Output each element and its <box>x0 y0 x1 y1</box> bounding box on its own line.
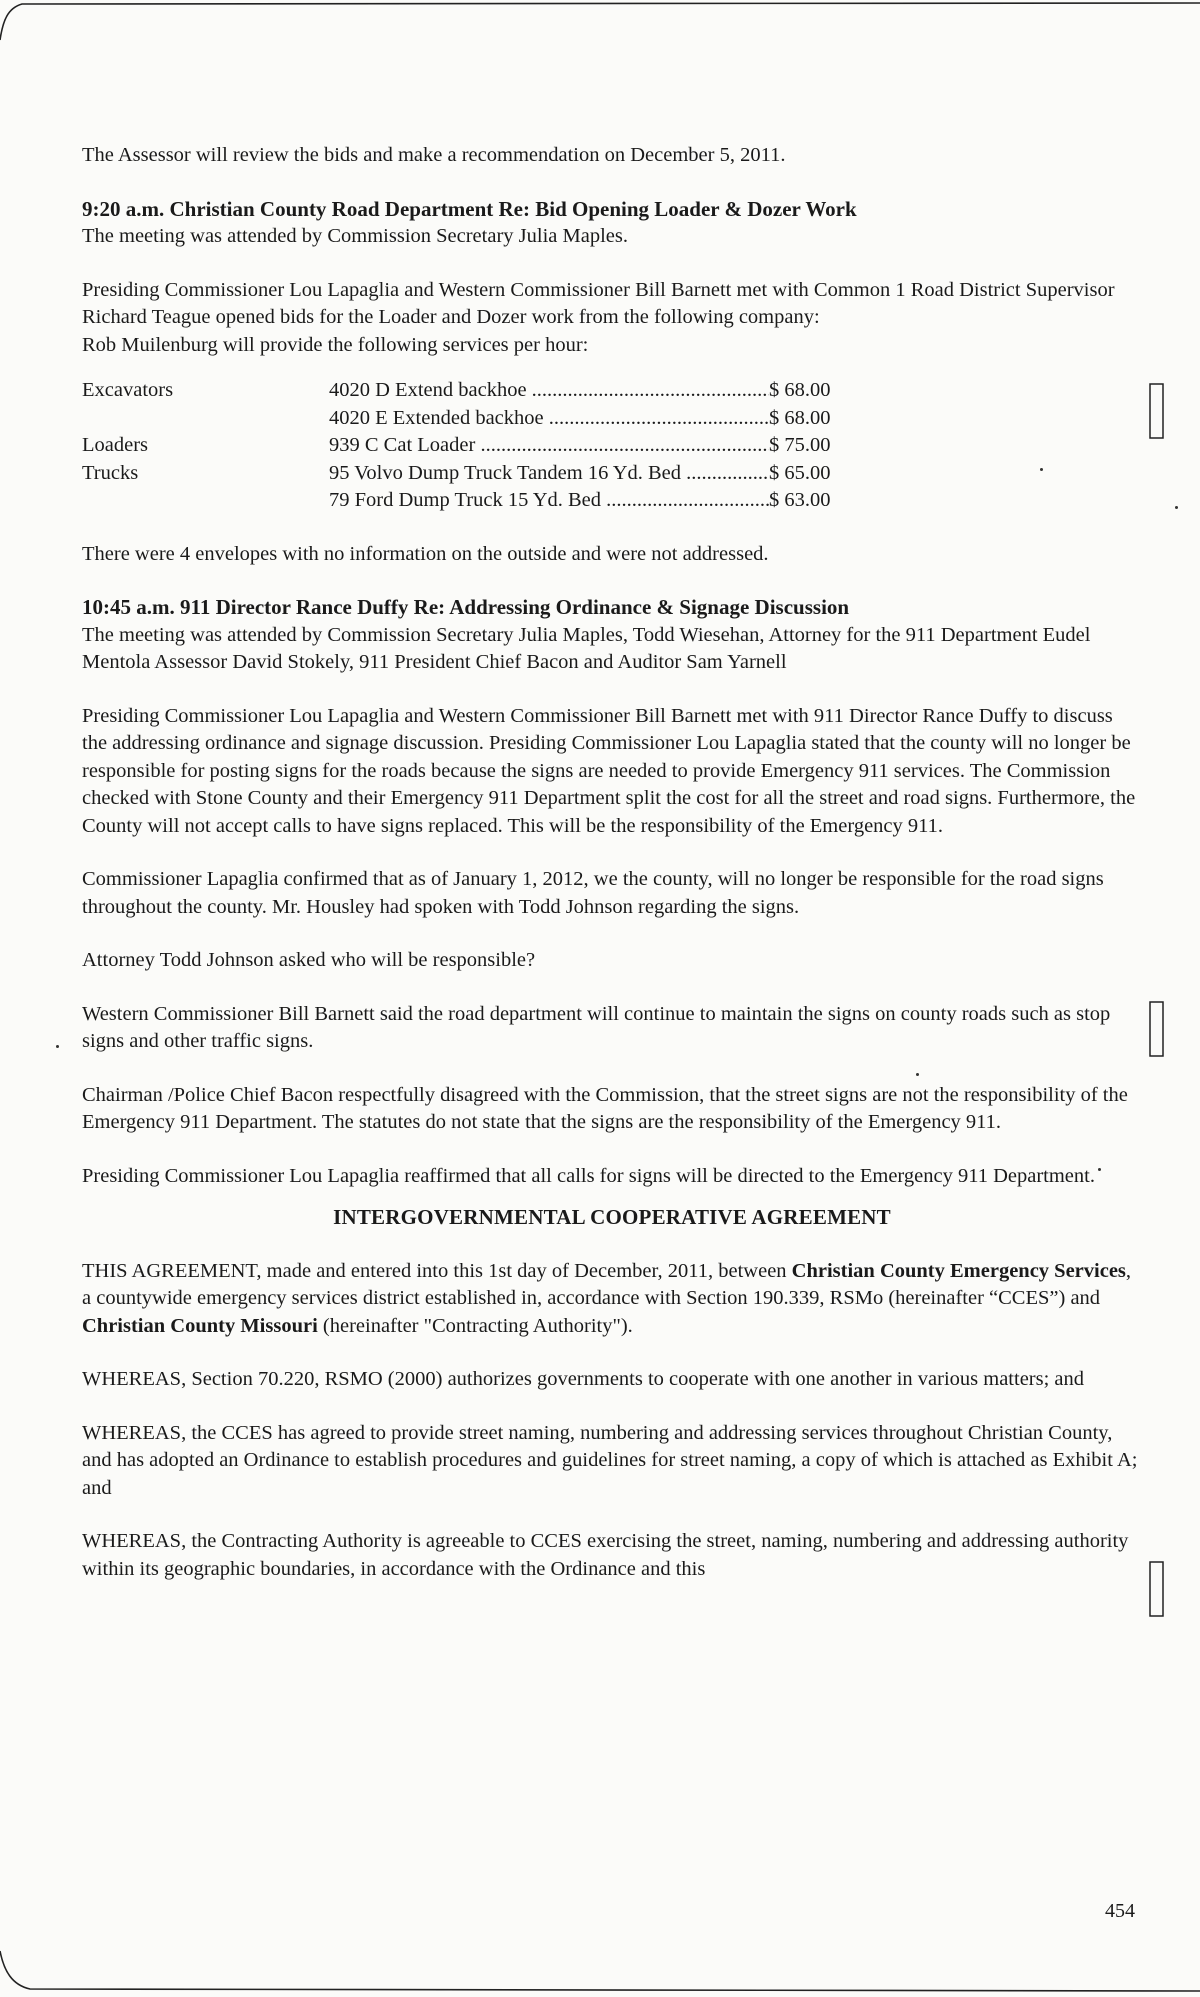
scan-speck <box>916 1073 919 1076</box>
whereas-paragraph: WHEREAS, the Contracting Authority is agreeable to CCES exercising the street, naming, numbering and addressing authority within its geographic boundaries, in accordance with the Ordinance and this <box>82 1530 1129 1580</box>
intro-paragraph: The Assessor will review the bids and make a recommendation on December 5, 2011. <box>82 144 786 166</box>
provider-line: Rob Muilenburg will provide the following services per hour: <box>82 333 589 356</box>
discussion-paragraph: Presiding Commissioner Lou Lapaglia reaffirmed that all calls for signs will be directed to the Emergency 911 Department. <box>82 1164 1095 1187</box>
agreement-title: INTERGOVERNMENTAL COOPERATIVE AGREEMENT <box>333 1205 891 1229</box>
scan-speck <box>1098 1168 1101 1171</box>
service-price: $ 65.00 <box>769 461 831 484</box>
scan-border-top <box>0 0 1200 60</box>
table-row <box>82 487 831 515</box>
whereas-paragraph: WHEREAS, Section 70.220, RSMO (2000) authorizes governments to cooperate with one another in various matters; and <box>82 1368 1085 1390</box>
scan-speck <box>56 1045 59 1048</box>
service-category <box>82 405 329 433</box>
service-category: Excavators <box>82 379 174 401</box>
section-heading-911-director: 10:45 a.m. 911 Director Rance Duffy Re: Addressing Ordinance & Signage Discussion <box>82 595 850 619</box>
margin-bracket-mark <box>1147 1560 1165 1618</box>
discussion-paragraph: Western Commissioner Bill Barnett said the road department will continue to maintain the signs on county roads such as stop signs and other traffic signs. <box>82 1002 1111 1052</box>
service-item: 4020 E Extended backhoe ..... <box>329 407 769 429</box>
section-heading-road-department: 9:20 a.m. Christian County Road Department Re: Bid Opening Loader & Dozer Work <box>82 196 857 221</box>
service-price: $ 63.00 <box>769 489 831 511</box>
party-name: Christian County Emergency Services <box>791 1259 1126 1282</box>
whereas-paragraph: WHEREAS, the CCES has agreed to provide street naming, numbering and addressing services throughout Christian County, and has adopted an Ordinance to establish procedures and guidelines for street naming, a copy of which is attached as Exhibit A; and <box>82 1421 1138 1499</box>
service-category: Trucks <box>82 461 139 484</box>
envelopes-note: There were 4 envelopes with no information on the outside and were not addressed. <box>82 542 769 565</box>
attendance-line: The meeting was attended by Commission Secretary Julia Maples, Todd Wiesehan, Attorney for the 911 Department Eudel Mentola Assessor David Stokely, 911 President Chief Bacon and Auditor Sam Yarnell <box>82 623 1091 673</box>
service-price: $ 68.00 <box>769 379 831 401</box>
service-price: $ 75.00 <box>769 434 831 456</box>
bid-paragraph: Presiding Commissioner Lou Lapaglia and Western Commissioner Bill Barnett met with Common 1 Road District Supervisor Richard Teague opened bids for the Loader and Dozer work from the following company: <box>82 278 1115 328</box>
table-row <box>82 405 831 433</box>
attendance-line: The meeting was attended by Commission Secretary Julia Maples. <box>82 225 628 247</box>
service-item: 4020 D Extend backhoe ..... <box>329 379 769 401</box>
services-table <box>82 377 831 515</box>
service-item: 939 C Cat Loader ..... <box>329 434 769 456</box>
table-row <box>82 377 831 405</box>
party-name: Christian County Missouri <box>82 1314 318 1337</box>
document-body <box>82 142 1142 1583</box>
service-category: Loaders <box>82 434 149 456</box>
scan-border-bottom <box>0 1945 1200 1997</box>
page-number: 454 <box>1105 1900 1135 1922</box>
agreement-paragraph: THIS AGREEMENT, made and entered into this 1st day of December, 2011, between Christian County Emergency Services, a countywide emergency services district established in, accordance with Section 190.339, RSMo (hereinafter “CCES”) and Christian County Missouri (hereinafter "Contracting Authority"). <box>82 1259 1132 1337</box>
discussion-paragraph: Chairman /Police Chief Bacon respectfully disagreed with the Commission, that the street signs are not the responsibility of the Emergency 911 Department. The statutes do not state that the signs are the responsibility of the Emergency 911. <box>82 1083 1128 1133</box>
scan-speck <box>1175 506 1178 509</box>
discussion-paragraph: Commissioner Lapaglia confirmed that as of January 1, 2012, we the county, will no longer be responsible for the road signs throughout the county. Mr. Housley had spoken with Todd Johnson regarding the signs. <box>82 868 1104 918</box>
service-item: 79 Ford Dump Truck 15 Yd. Bed ..... <box>329 489 769 511</box>
margin-bracket-mark <box>1147 1000 1165 1058</box>
service-item: 95 Volvo Dump Truck Tandem 16 Yd. Bed ..... <box>329 462 769 484</box>
scan-speck <box>1040 468 1043 471</box>
service-category <box>82 487 329 515</box>
service-price: $ 68.00 <box>769 406 831 429</box>
table-row <box>82 460 831 488</box>
discussion-paragraph: Presiding Commissioner Lou Lapaglia and Western Commissioner Bill Barnett met with 911 Director Rance Duffy to discuss the addressing ordinance and signage discussion. Presiding Commissioner Lou Lapaglia stated that the county will no longer be responsible for posting signs for the roads because the signs are needed to provide Emergency 911 services. The Commission checked with Stone County and their Emergency 911 Department split the cost for all the street and road signs. Furthermore, the County will not accept calls to have signs replaced. This will be the responsibility of the Emergency 911. <box>82 704 1136 837</box>
margin-bracket-mark <box>1147 382 1165 440</box>
table-row <box>82 432 831 460</box>
discussion-paragraph: Attorney Todd Johnson asked who will be responsible? <box>82 949 536 971</box>
